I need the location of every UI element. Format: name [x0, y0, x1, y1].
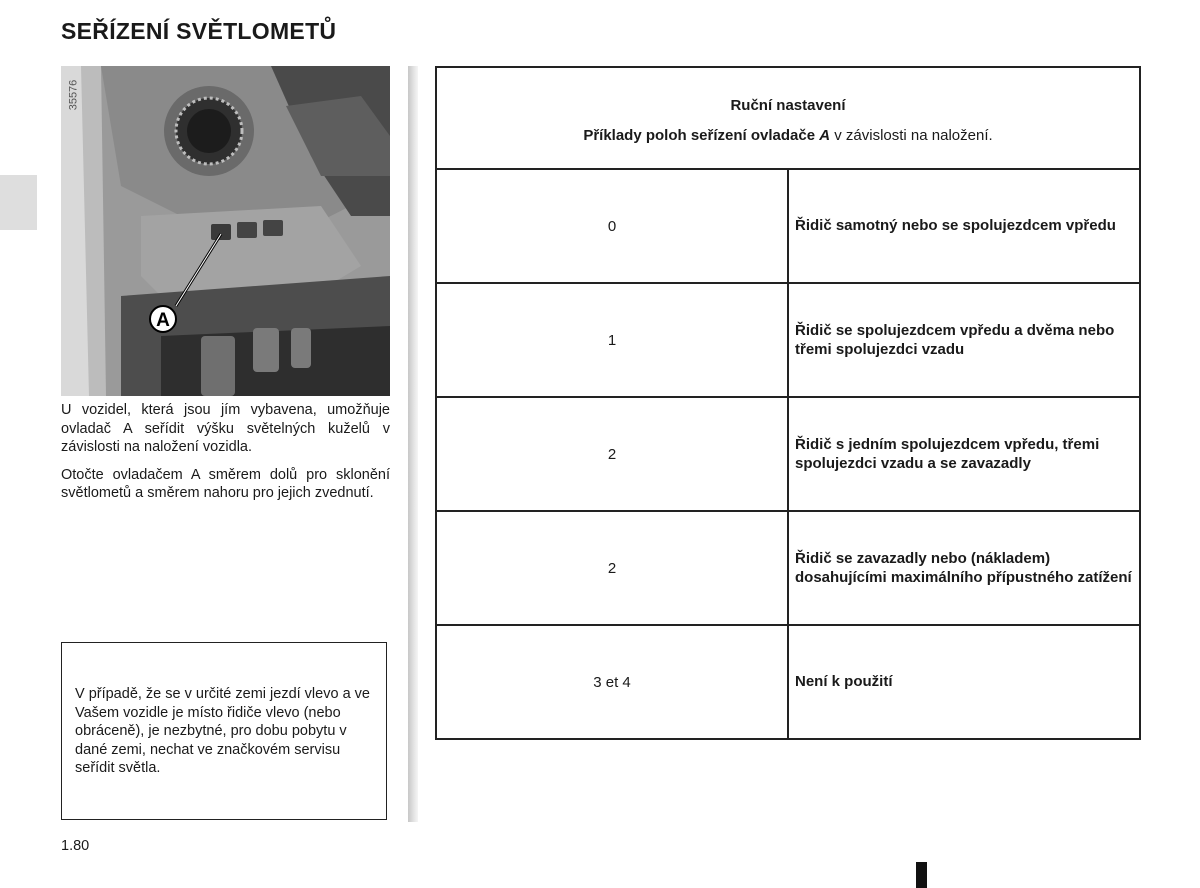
body-text — [61, 401, 390, 512]
paragraph-2: Otočte ovladačem A směrem dolů pro sklonění světlometů a směrem nahoru pro jejich zvednutí. — [61, 466, 390, 501]
page-title: SEŘÍZENÍ SVĚTLOMETŮ — [61, 18, 337, 44]
photo-reference: 35576 — [67, 79, 79, 111]
note-box — [61, 642, 387, 820]
description-cell: Řidič se spolujezdcem vpředu a dvěma nebo třemi spolujezdci vzadu — [788, 283, 1140, 397]
table-row — [436, 169, 1140, 283]
dashboard-photo — [61, 66, 390, 396]
description-cell: Řidič samotný nebo se spolujezdcem vpředu — [788, 169, 1140, 283]
position-cell: 3 et 4 — [436, 625, 788, 739]
description-cell: Řidič s jedním spolujezdcem vpředu, třemi spolujezdci vzadu a se zavazadly — [788, 397, 1140, 511]
table-row — [436, 283, 1140, 397]
description-cell: Řidič se zavazadly nebo (nákladem) dosahujícími maximálního přípustného zatížení — [788, 511, 1140, 625]
position-cell: 2 — [436, 511, 788, 625]
callout-a-label: A — [156, 310, 170, 331]
paragraph-1: U vozidel, která jsou jím vybavena, umožňuje ovladač A seřídit výšku světelných kuželů v závislosti na naložení vozidla. — [61, 402, 390, 455]
position-cell: 1 — [436, 283, 788, 397]
adjustment-table — [435, 66, 1141, 740]
note-text: V případě, že se v určité zemi jezdí vlevo a ve Vašem vozidle je místo řidiče vlevo (nebo obráceně), je nezbytné, pro dobu pobytu v dané zemi, nechat ve značkovém servisu seřídit světla. — [75, 686, 370, 776]
page-number: 1.80 — [61, 838, 90, 854]
column-divider — [408, 66, 418, 822]
description-cell: Není k použití — [788, 625, 1140, 739]
table-row — [436, 625, 1140, 739]
table-subtitle: Příklady poloh seřízení ovladače A v závislosti na naložení. — [583, 126, 993, 144]
position-cell: 2 — [436, 397, 788, 511]
table-header-row — [436, 67, 1140, 169]
position-cell: 0 — [436, 169, 788, 283]
table-row — [436, 397, 1140, 511]
table-title: Ruční nastavení — [730, 96, 846, 114]
table-row — [436, 511, 1140, 625]
chapter-tab — [0, 175, 37, 230]
table-header — [436, 67, 1140, 169]
corner-mark — [916, 862, 927, 888]
